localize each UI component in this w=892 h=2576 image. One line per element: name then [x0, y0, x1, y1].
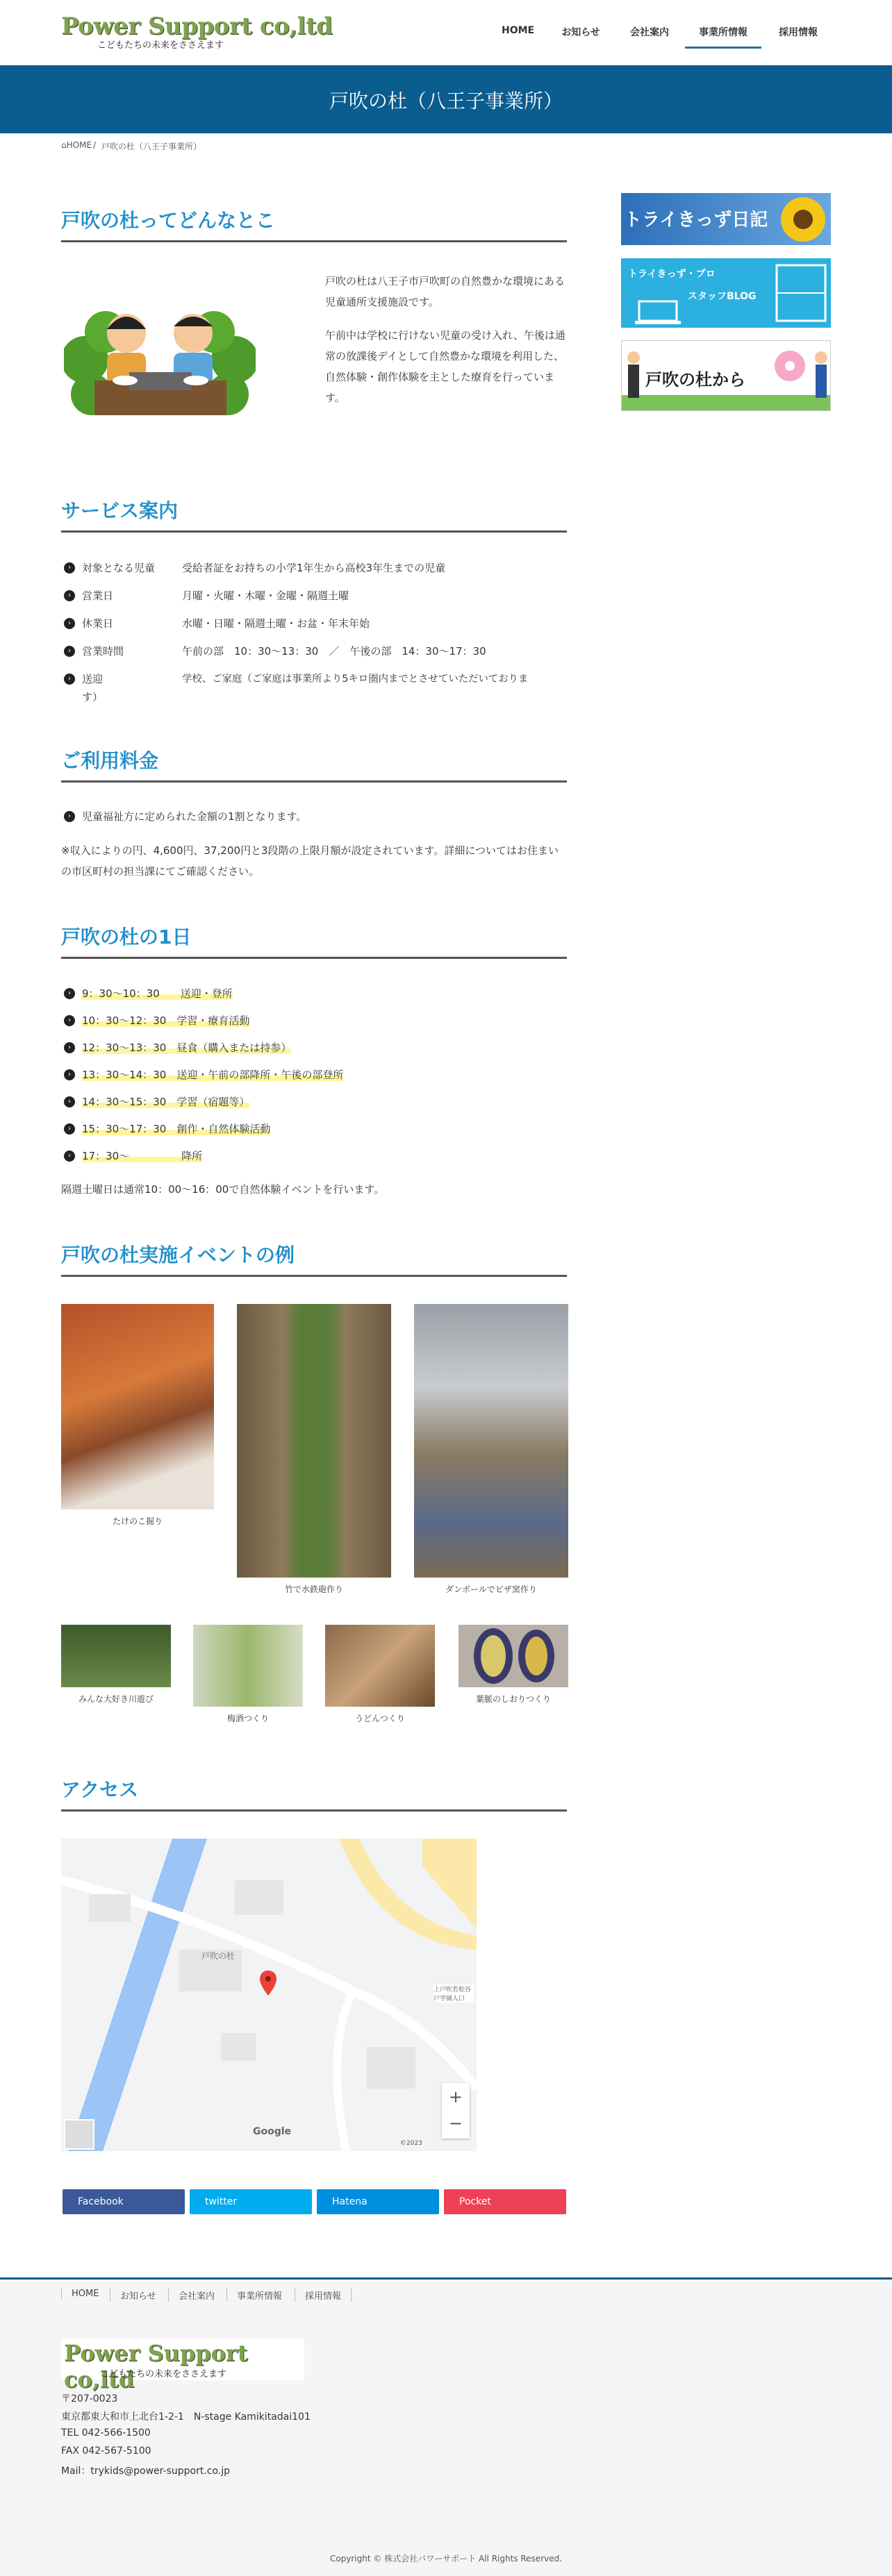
banner-trykids-diary[interactable]: トライきっず日記 — [621, 193, 831, 245]
footer-nav-home[interactable]: HOME — [61, 2289, 99, 2299]
site-header — [0, 0, 892, 65]
about-paragraph-1: 戸吹の杜は八王子市戸吹町の自然豊かな環境にある児童通所支援施設です。 — [325, 275, 565, 308]
day-item: 17：30〜 降所 — [82, 1150, 203, 1162]
nav-company[interactable]: 会社案内 — [630, 27, 669, 38]
chevron-right-icon: › — [64, 646, 75, 657]
day-item: 12：30〜13：30 昼食（購入または持参） — [82, 1042, 292, 1054]
day-note: 隔週土曜日は通常10：00〜16：00で自然体験イベントを行います。 — [61, 1183, 385, 1196]
map-zoom-controls — [442, 2083, 470, 2139]
google-logo: Google — [253, 2126, 292, 2137]
caption-plum-wine: 梅酒つくり — [226, 1714, 269, 1723]
service-label-hours: 営業時間 — [82, 645, 124, 658]
flower-icon — [769, 345, 811, 387]
footer-logo[interactable]: Power Support co,ltd こどもたちの未来をささえます — [61, 2339, 304, 2380]
day-item: 10：30〜12：30 学習・療育活動 — [82, 1014, 250, 1027]
chevron-right-icon: › — [64, 562, 75, 574]
map-side-label: 上戸吹若松谷戸学園入口 — [433, 1984, 474, 2002]
footer-nav-office-info[interactable]: 事業所情報 — [226, 2289, 282, 2302]
footer-nav-company[interactable]: 会社案内 — [168, 2289, 215, 2302]
caption-river-play: みんな大好き川遊び — [78, 1694, 154, 1704]
about-heading: 戸吹の杜ってどんなとこ — [61, 206, 567, 242]
breadcrumb-home[interactable]: ⌂HOME — [61, 140, 92, 150]
logo-tagline: こどもたちの未来をささえます — [97, 40, 224, 51]
map[interactable] — [61, 1839, 477, 2151]
photo-udon — [325, 1625, 435, 1707]
map-pin-icon[interactable] — [260, 1971, 276, 1996]
map-layer-toggle[interactable] — [64, 2119, 94, 2150]
service-label-closed-days: 休業日 — [82, 617, 114, 630]
page-hero — [0, 65, 892, 133]
day-item: 15：30〜17：30 創作・自然体験活動 — [82, 1123, 271, 1135]
share-twitter-button[interactable]: twitter — [190, 2189, 312, 2214]
nav-recruit[interactable]: 採用情報 — [779, 27, 818, 38]
chevron-right-icon: › — [64, 1069, 75, 1080]
chevron-right-icon: › — [64, 811, 75, 822]
laptop-icon — [635, 300, 681, 325]
nav-office-info[interactable]: 事業所情報 — [685, 25, 761, 49]
staff-female-icon — [813, 351, 829, 399]
page-title: 戸吹の杜（八王子事業所） — [329, 90, 563, 112]
day-heading: 戸吹の杜の1日 — [61, 922, 567, 959]
share-facebook-button[interactable]: Facebook — [63, 2189, 185, 2214]
map-place-label: 戸吹の杜 — [201, 1951, 236, 1961]
breadcrumb-sep: / — [93, 140, 97, 150]
kids-illustration — [64, 283, 256, 426]
fee-note: ※収入によりの円、4,600円、37,200円と3段階の上限月額が設定されています。詳細についてはお住まいの市区町村の担当課にてご確認ください。 — [61, 844, 559, 878]
service-label-target: 対象となる児童 — [82, 562, 156, 574]
chevron-right-icon: › — [64, 590, 75, 601]
map-copyright: ©2023 — [400, 2140, 422, 2147]
chevron-right-icon: › — [64, 618, 75, 629]
photo-leaf-bookmark — [459, 1625, 568, 1687]
day-item: 13：30〜14：30 送迎・午前の部降所・午後の部登所 — [82, 1069, 344, 1081]
access-heading: アクセス — [61, 1775, 567, 1812]
chevron-right-icon: › — [64, 1123, 75, 1135]
photo-bamboo-shoot — [61, 1304, 214, 1509]
photo-plum-wine — [193, 1625, 303, 1707]
chevron-right-icon: › — [64, 1015, 75, 1026]
caption-udon: うどんつくり — [355, 1714, 405, 1723]
footer-nav-recruit[interactable]: 採用情報 — [295, 2289, 352, 2302]
home-icon: ⌂ — [61, 140, 67, 150]
sunflower-icon — [778, 194, 828, 244]
photo-river-play — [61, 1625, 171, 1687]
fee-item: 児童福祉方に定められた金額の1割となります。 — [82, 810, 307, 823]
banner-staff-blog[interactable]: トライきっず・プロ スタッフBLOG — [621, 258, 831, 328]
caption-leaf-bookmark: 葉脈のしおりつくり — [475, 1694, 551, 1704]
footer-tel: TEL 042-566-1500 — [61, 2427, 151, 2439]
service-heading: サービス案内 — [61, 496, 567, 533]
service-value-open-days: 月曜・火曜・木曜・金曜・隔週土曜 — [182, 589, 349, 602]
service-value-hours: 午前の部 10：30〜13：30 ／ 午後の部 14：30〜17：30 — [182, 645, 486, 658]
chevron-right-icon: › — [64, 1042, 75, 1053]
day-item: 14：30〜15：30 学習（宿題等） — [82, 1096, 250, 1108]
service-value-closed-days: 水曜・日曜・隔週土曜・お盆・年末年始 — [182, 617, 370, 630]
photo-pizza-oven — [414, 1304, 568, 1578]
events-heading: 戸吹の杜実施イベントの例 — [61, 1240, 567, 1277]
caption-pizza-oven: ダンボールでピザ窯作り — [445, 1584, 537, 1594]
photo-bamboo-water-gun — [237, 1304, 391, 1578]
footer-fax: FAX 042-567-5100 — [61, 2445, 151, 2457]
service-label-open-days: 営業日 — [82, 589, 114, 602]
day-item: 9：30〜10：30 送迎・登所 — [82, 987, 233, 1000]
footer-nav-news[interactable]: お知らせ — [110, 2289, 156, 2302]
service-value-target: 受給者証をお持ちの小学1年生から高校3年生までの児童 — [182, 562, 446, 574]
logo[interactable]: Power Support co,ltd — [61, 12, 333, 40]
banner-tobuki-no-mori[interactable]: 戸吹の杜から — [621, 340, 831, 411]
building-icon — [774, 262, 828, 324]
share-hatena-button[interactable]: Hatena — [317, 2189, 439, 2214]
caption-water-gun: 竹で水鉄砲作り — [284, 1584, 343, 1594]
service-value-transport: 学校、ご家庭（ご家庭は事業所より5キロ圏内までとさせていただいておりま — [182, 674, 529, 685]
zoom-in-button[interactable]: + — [448, 2087, 463, 2107]
chevron-right-icon: › — [64, 988, 75, 999]
footer-copyright: Copyright © 株式会社パワーサポート All Rights Reserved. — [329, 2554, 563, 2564]
chevron-right-icon: › — [64, 1096, 75, 1107]
footer-postal: 〒207-0023 — [61, 2393, 118, 2404]
caption-bamboo-shoot: たけのこ掘り — [112, 1516, 163, 1526]
service-label-transport: 送迎 — [82, 673, 104, 685]
footer-address: 東京都東大和市上北台1-2-1 N-stage Kamikitadai101 — [61, 2411, 311, 2423]
zoom-out-button[interactable]: − — [448, 2114, 463, 2133]
nav-home[interactable]: HOME — [502, 25, 535, 36]
about-paragraph-2: 午前中は学校に行けない児童の受け入れ、午後は通常の放課後デイとして自然豊かな環境を利用した、自然体験・創作体験を主とした療育を行っています。 — [325, 329, 565, 404]
chevron-right-icon: › — [64, 674, 75, 685]
chevron-right-icon: › — [64, 1151, 75, 1162]
staff-male-icon — [626, 351, 641, 399]
share-pocket-button[interactable]: Pocket — [444, 2189, 566, 2214]
service-label-transport-cont: す） — [82, 691, 104, 703]
site-footer — [0, 2277, 892, 2576]
nav-news[interactable]: お知らせ — [561, 27, 600, 38]
footer-mail: Mail：trykids@power-support.co.jp — [61, 2466, 231, 2477]
fee-heading: ご利用料金 — [61, 746, 567, 783]
breadcrumb-current: 戸吹の杜（八王子事業所） — [101, 142, 202, 151]
